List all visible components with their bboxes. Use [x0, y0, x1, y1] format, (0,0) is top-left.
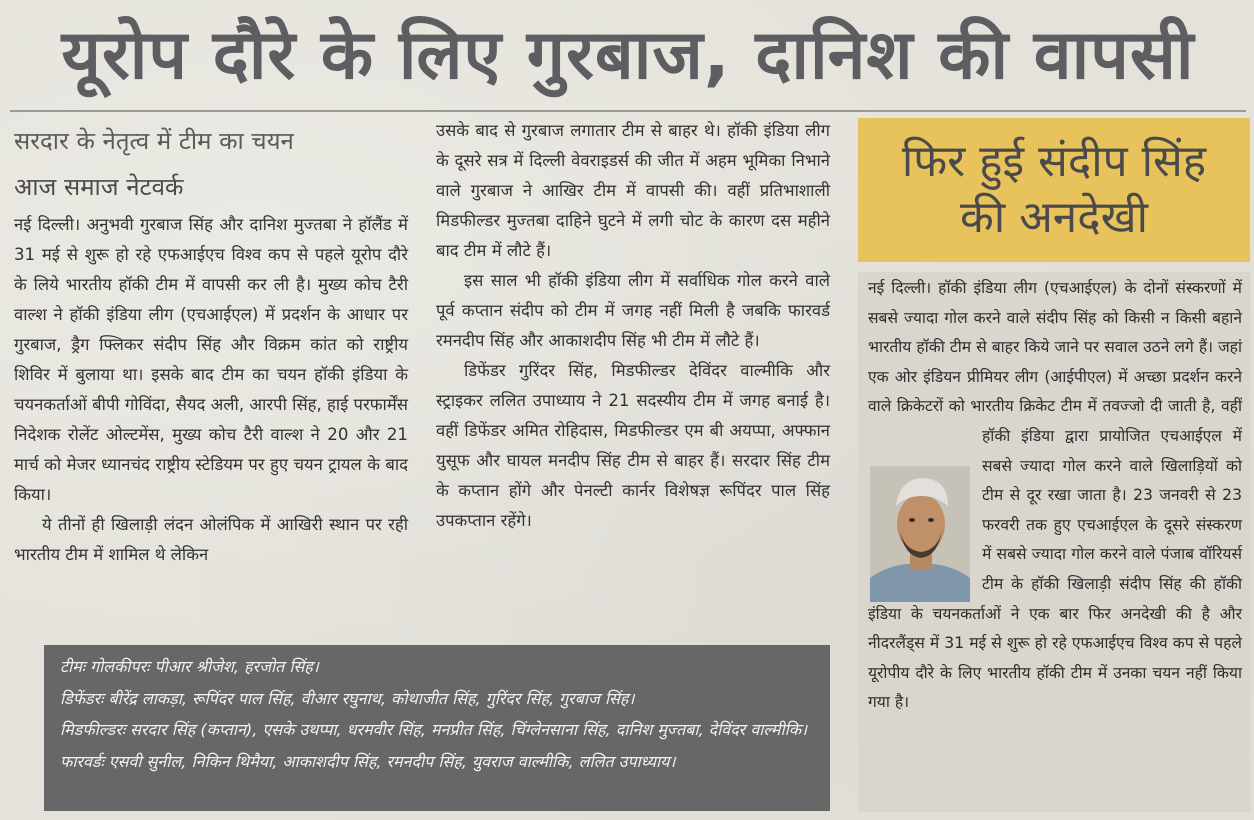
article-paragraph: इस साल भी हॉकी इंडिया लीग में सर्वाधिक गोल करने वाले पूर्व कप्तान संदीप को टीम में जगह नहीं मिली है जबकि फारवर्ड रमनदीप सिंह और आकाशदीप सिंह भी टीम में लौटे हैं।: [436, 271, 830, 350]
article-paragraph: डिफेंडर गुरिंदर सिंह, मिडफील्डर देविंदर वाल्मीकि और स्ट्राइकर ललित उपाध्याय ने 21 सदस्यीय टीम में जगह बनाई है। वहीं डिफेंडर अमित रोहिदास, मिडफील्डर एम बी अयप्पा, अफ्फान युसूफ और घायल मनदीप सिंह टीम से बाहर हैं। सरदार सिंह टीम के कप्तान होंगे और पेनल्टी कार्नर विशेषज्ञ रूपिंदर पाल सिंह उपकप्तान रहेंगे।: [436, 361, 830, 530]
team-defenders: डिफेंडरः बीरेंद्र लाकड़ा, रूपिंदर पाल सिंह, वीआर रघुनाथ, कोथाजीत सिंह, गुरिंदर सिंह, गुरबाज सिंह।: [60, 688, 635, 708]
headline: यूरोप दौरे के लिए गुरबाज, दानिश की वापसी: [61, 16, 1195, 95]
sidebar-paragraph: नई दिल्ली। हॉकी इंडिया लीग (एचआईएल) के दोनों संस्करणों में सबसे ज्यादा गोल करने वाले संदीप सिंह को किसी न किसी बहाने भारतीय हॉकी टीम से बाहर किये जाने पर सवाल उठने लगे हैं। जहां एक ओर इंडियन प्रीमियर लीग (आईपीएल) में अच्छा प्रदर्शन करने वाले क्रिकेटरों को भारतीय क्रिकेट टीम में तवज्जो दी जाती है, वहीं हॉकी इंडिया द्वारा प्रायोजित एचआईएल में सबसे ज्यादा गोल करने वाले खिलाड़ियों को टीम से दूर रखा जाता है। 23 जनवरी से 23 फरवरी तक हुए एचआईएल के दूसरे संस्करण में सबसे ज्यादा गोल करने वाले पंजाब वॉरियर्स टीम के हॉकी खिलाड़ी संदीप सिंह की हॉकी इंडिया के चयनकर्ताओं ने एक बार फिर अनदेखी की है और नीदरलैंड्स में 31 मई से शुरू हो रहे एफआईएच विश्व कप से पहले यूरोपीय दौरे के लिए भारतीय हॉकी टीम में उनका चयन नहीं किया गया है।: [868, 279, 1242, 712]
team-list-box: [44, 645, 830, 811]
article-column-1: [14, 210, 408, 570]
article-column-2: [436, 116, 830, 536]
headline-rule: [10, 110, 1246, 112]
sidebar-headline-line-1: फिर हुई संदीप सिंह: [901, 136, 1207, 187]
team-goalkeepers: टीमः गोलकीपरः पीआर श्रीजेश, हरजोत सिंह।: [60, 657, 319, 676]
subheadline: सरदार के नेतृत्व में टीम का चयन: [14, 127, 294, 155]
article-paragraph: नई दिल्ली। अनुभवी गुरबाज सिंह और दानिश मुज्तबा ने हॉलैंड में 31 मई से शुरू हो रहे एफआईएच विश्व कप से पहले यूरोप दौरे के लिये भारतीय हॉकी टीम में वापसी कर ली है। मुख्य कोच टैरी वाल्श ने हॉकी इंडिया लीग (एचआईएल) में प्रदर्शन के आधार पर गुरबाज, ड्रैग फ्लिकर संदीप सिंह और विक्रम कांत को राष्ट्रीय शिविर में बुलाया था। इसके बाद टीम का चयन हॉकी इंडिया के चयनकर्ताओं बीपी गोविंदा, सैयद अली, आरपी सिंह, हाई परफार्मेंस निदेशक रोलेंट ओल्टमेंस, मुख्य कोच टैरी वाल्श ने 20 और 21 मार्च को मेजर ध्यानचंद राष्ट्रीय स्टेडियम पर हुए चयन ट्रायल के बाद किया।: [14, 215, 408, 504]
byline: आज समाज नेटवर्क: [14, 173, 184, 201]
article-paragraph: उसके बाद से गुरबाज लगातार टीम से बाहर थे। हॉकी इंडिया लीग के दूसरे सत्र में दिल्ली वेवराइडर्स की जीत में अहम भूमिका निभाने वाले गुरबाज ने आखिर टीम में वापसी की। वहीं प्रतिभाशाली मिडफील्डर मुज्तबा दाहिने घुटने में लगी चोट के कारण दस महीने बाद टीम में लौटे हैं।: [436, 121, 830, 260]
player-portrait-image: [870, 466, 970, 602]
sidebar-headline-line-2: की अनदेखी: [960, 192, 1148, 243]
sidebar-headline: [858, 118, 1250, 262]
team-midfielders-forwards: मिडफील्डरः सरदार सिंह (कप्तान), एसके उथप्पा, धरमवीर सिंह, मनप्रीत सिंह, चिंग्लेनसाना सिंह, दानिश मुज्तबा, देविंदर वाल्मीकि। फारवर्डः एसवी सुनील, निकिन थिमैया, आकाशदीप सिंह, रमनदीप सिंह, युवराज वाल्मीकि, ललित उपाध्याय।: [60, 720, 808, 771]
article-paragraph: ये तीनों ही खिलाड़ी लंदन ओलंपिक में आखिरी स्थान पर रही भारतीय टीम में शामिल थे लेकिन: [14, 515, 408, 564]
sandeep-singh-photo: [870, 466, 970, 602]
